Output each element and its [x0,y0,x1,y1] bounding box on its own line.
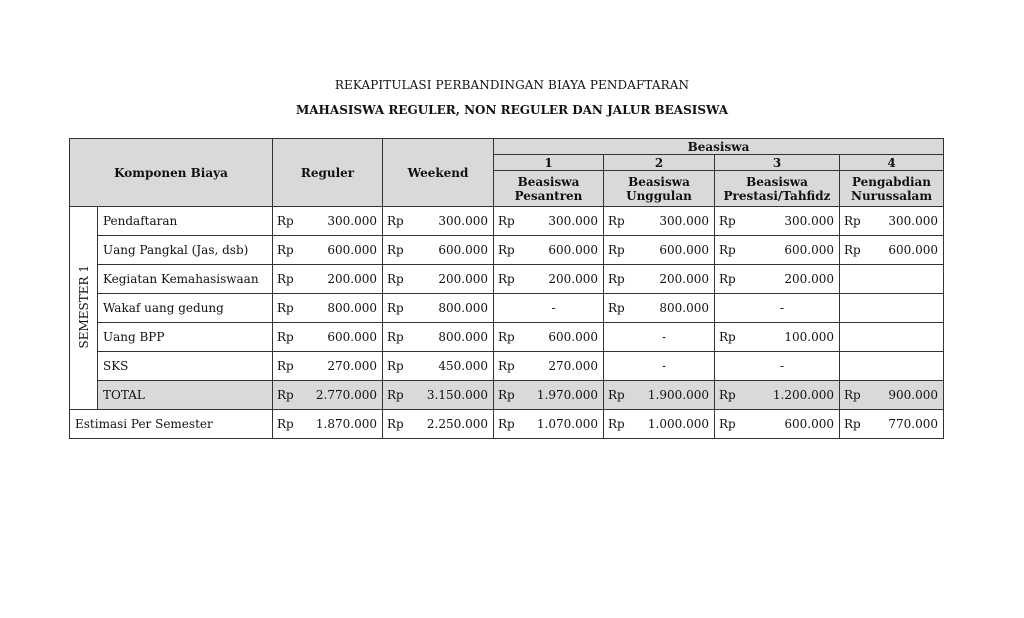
row-b1-cell [494,352,604,381]
amount-value: 3.150.000 [426,388,488,402]
row-b2-cell: - [604,352,715,381]
amount [840,417,943,431]
currency-label: Rp [608,417,625,431]
estimasi-weekend-cell [383,410,494,439]
header-name-1-line2: Pesantren [514,188,583,203]
table-row [70,236,944,265]
amount [604,243,714,257]
amount [383,388,493,402]
currency-label: Rp [608,388,625,402]
semester-label: SEMESTER 1 [76,264,91,349]
estimasi-row [70,410,944,439]
amount [840,388,943,402]
amount [715,388,839,402]
amount [494,330,603,344]
row-b4-cell [840,207,944,236]
amount [604,272,714,286]
row-b1-cell [494,236,604,265]
amount-value: 600.000 [548,243,598,257]
row-reguler-cell [273,236,383,265]
amount [273,243,382,257]
currency-label: Rp [498,388,515,402]
currency-label: Rp [844,243,861,257]
row-reguler-cell [273,352,383,381]
currency-label: Rp [387,301,404,315]
row-b2-cell [604,236,715,265]
amount [273,214,382,228]
currency-label: Rp [277,214,294,228]
currency-label: Rp [719,388,736,402]
header-reguler: Reguler [273,139,383,207]
estimasi-b2-cell [604,410,715,439]
header-name-4-line1: Pengabdian [851,174,932,189]
row-reguler-cell [273,265,383,294]
amount-value: 300.000 [438,214,488,228]
currency-label: Rp [844,417,861,431]
amount [273,272,382,286]
currency-label: Rp [387,417,404,431]
table-row [70,207,944,236]
amount [494,388,603,402]
total-reguler-cell [273,381,383,410]
row-b4-cell [840,265,944,294]
amount [604,388,714,402]
row-b2-cell: - [604,323,715,352]
document-title: REKAPITULASI PERBANDINGAN BIAYA PENDAFTARAN [334,78,690,92]
amount-value: 600.000 [438,243,488,257]
row-b4-cell [840,352,944,381]
header-num-4: 4 [840,155,944,171]
amount-value: 1.070.000 [536,417,598,431]
amount-value: 300.000 [784,214,834,228]
semester-cell [70,207,98,410]
header-name-1-line1: Beasiswa [517,174,580,189]
row-b4-cell [840,236,944,265]
total-row [70,381,944,410]
amount [383,272,493,286]
amount-value: 1.870.000 [315,417,377,431]
row-b3-cell: - [715,294,840,323]
amount [494,359,603,373]
amount-value: 600.000 [659,243,709,257]
header-name-2-line1: Beasiswa [628,174,690,189]
amount-value: 450.000 [438,359,488,373]
row-b2-cell [604,265,715,294]
header-name-3-line2: Prestasi/Tahfidz [723,188,831,203]
currency-label: Rp [608,272,625,286]
row-reguler-cell [273,294,383,323]
currency-label: Rp [277,272,294,286]
total-b4-cell [840,381,944,410]
currency-label: Rp [498,214,515,228]
currency-label: Rp [277,243,294,257]
amount-value: 1.900.000 [647,388,709,402]
amount [383,214,493,228]
amount-value: 600.000 [888,243,938,257]
currency-label: Rp [844,214,861,228]
currency-label: Rp [719,243,736,257]
amount-value: 2.250.000 [426,417,488,431]
currency-label: Rp [608,214,625,228]
estimasi-b1-cell [494,410,604,439]
table-row [70,323,944,352]
currency-label: Rp [387,272,404,286]
amount-value: 270.000 [548,359,598,373]
row-b3-cell [715,236,840,265]
document-subtitle: MAHASISWA REGULER, NON REGULER DAN JALUR BEASISWA [295,103,729,117]
amount [273,301,382,315]
amount [383,359,493,373]
row-weekend-cell [383,294,494,323]
header-name-2 [604,171,715,207]
amount-value: 770.000 [888,417,938,431]
amount-value: 270.000 [327,359,377,373]
amount [715,330,839,344]
currency-label: Rp [498,417,515,431]
currency-label: Rp [498,330,515,344]
amount-value: 800.000 [327,301,377,315]
header-weekend: Weekend [383,139,494,207]
total-weekend-cell [383,381,494,410]
currency-label: Rp [277,330,294,344]
amount [273,417,382,431]
total-b3-cell [715,381,840,410]
row-b4-cell [840,323,944,352]
row-b1-cell [494,265,604,294]
row-weekend-cell [383,323,494,352]
total-label: TOTAL [98,381,273,410]
row-b1-cell [494,207,604,236]
amount-value: 600.000 [327,243,377,257]
estimasi-reguler-cell [273,410,383,439]
row-b1-cell: - [494,294,604,323]
currency-label: Rp [719,330,736,344]
currency-label: Rp [608,301,625,315]
row-reguler-cell [273,323,383,352]
table-body [70,139,944,439]
header-name-4-line2: Nurussalam [850,188,933,203]
amount-value: 800.000 [659,301,709,315]
currency-label: Rp [387,359,404,373]
amount-value: 300.000 [327,214,377,228]
cost-comparison-table [69,138,944,439]
row-b3-cell [715,323,840,352]
amount [494,417,603,431]
amount-value: 1.970.000 [536,388,598,402]
header-beasiswa: Beasiswa [494,139,944,155]
table-row [70,265,944,294]
row-label: SKS [98,352,273,381]
row-weekend-cell [383,352,494,381]
currency-label: Rp [387,388,404,402]
row-b3-cell [715,265,840,294]
amount [715,417,839,431]
table-row [70,294,944,323]
amount-value: 300.000 [548,214,598,228]
currency-label: Rp [844,388,861,402]
header-num-2: 2 [604,155,715,171]
amount-value: 600.000 [548,330,598,344]
amount [494,214,603,228]
row-label: Wakaf uang gedung [98,294,273,323]
header-name-3-line1: Beasiswa [746,174,808,189]
row-label: Kegiatan Kemahasiswaan [98,265,273,294]
row-b4-cell [840,294,944,323]
header-num-3: 3 [715,155,840,171]
amount [383,417,493,431]
currency-label: Rp [277,417,294,431]
table-row [70,352,944,381]
amount-value: 1.000.000 [647,417,709,431]
amount [383,330,493,344]
amount [494,243,603,257]
row-label: Uang BPP [98,323,273,352]
amount-value: 200.000 [548,272,598,286]
header-name-2-line2: Unggulan [626,188,692,203]
currency-label: Rp [719,417,736,431]
amount-value: 600.000 [784,243,834,257]
header-row-1 [70,139,944,155]
currency-label: Rp [387,214,404,228]
header-name-3 [715,171,840,207]
amount-value: 300.000 [888,214,938,228]
row-reguler-cell [273,207,383,236]
amount [604,417,714,431]
currency-label: Rp [498,359,515,373]
row-weekend-cell [383,207,494,236]
amount [604,214,714,228]
currency-label: Rp [719,272,736,286]
currency-label: Rp [498,272,515,286]
currency-label: Rp [608,243,625,257]
amount-value: 600.000 [784,417,834,431]
currency-label: Rp [387,243,404,257]
amount-value: 100.000 [784,330,834,344]
amount [273,330,382,344]
currency-label: Rp [277,301,294,315]
amount [840,214,943,228]
amount-value: 900.000 [888,388,938,402]
amount-value: 200.000 [659,272,709,286]
header-num-1: 1 [494,155,604,171]
row-label: Pendaftaran [98,207,273,236]
amount [604,301,714,315]
row-label: Uang Pangkal (Jas, dsb) [98,236,273,265]
total-b2-cell [604,381,715,410]
header-name-1 [494,171,604,207]
header-komponen: Komponen Biaya [70,139,273,207]
amount-value: 200.000 [327,272,377,286]
amount [715,272,839,286]
amount-value: 1.200.000 [772,388,834,402]
row-weekend-cell [383,236,494,265]
currency-label: Rp [277,359,294,373]
row-b2-cell [604,207,715,236]
amount [383,301,493,315]
amount-value: 800.000 [438,330,488,344]
row-b3-cell: - [715,352,840,381]
amount-value: 200.000 [438,272,488,286]
estimasi-label: Estimasi Per Semester [70,410,273,439]
amount [383,243,493,257]
amount-value: 800.000 [438,301,488,315]
amount-value: 2.770.000 [315,388,377,402]
amount [840,243,943,257]
currency-label: Rp [719,214,736,228]
amount [715,243,839,257]
amount [715,214,839,228]
total-b1-cell [494,381,604,410]
amount [494,272,603,286]
amount [273,388,382,402]
row-b1-cell [494,323,604,352]
currency-label: Rp [387,330,404,344]
amount-value: 300.000 [659,214,709,228]
amount-value: 600.000 [327,330,377,344]
estimasi-b3-cell [715,410,840,439]
header-name-4 [840,171,944,207]
row-b2-cell [604,294,715,323]
amount-value: 200.000 [784,272,834,286]
amount [273,359,382,373]
estimasi-b4-cell [840,410,944,439]
currency-label: Rp [277,388,294,402]
currency-label: Rp [498,243,515,257]
row-weekend-cell [383,265,494,294]
row-b3-cell [715,207,840,236]
